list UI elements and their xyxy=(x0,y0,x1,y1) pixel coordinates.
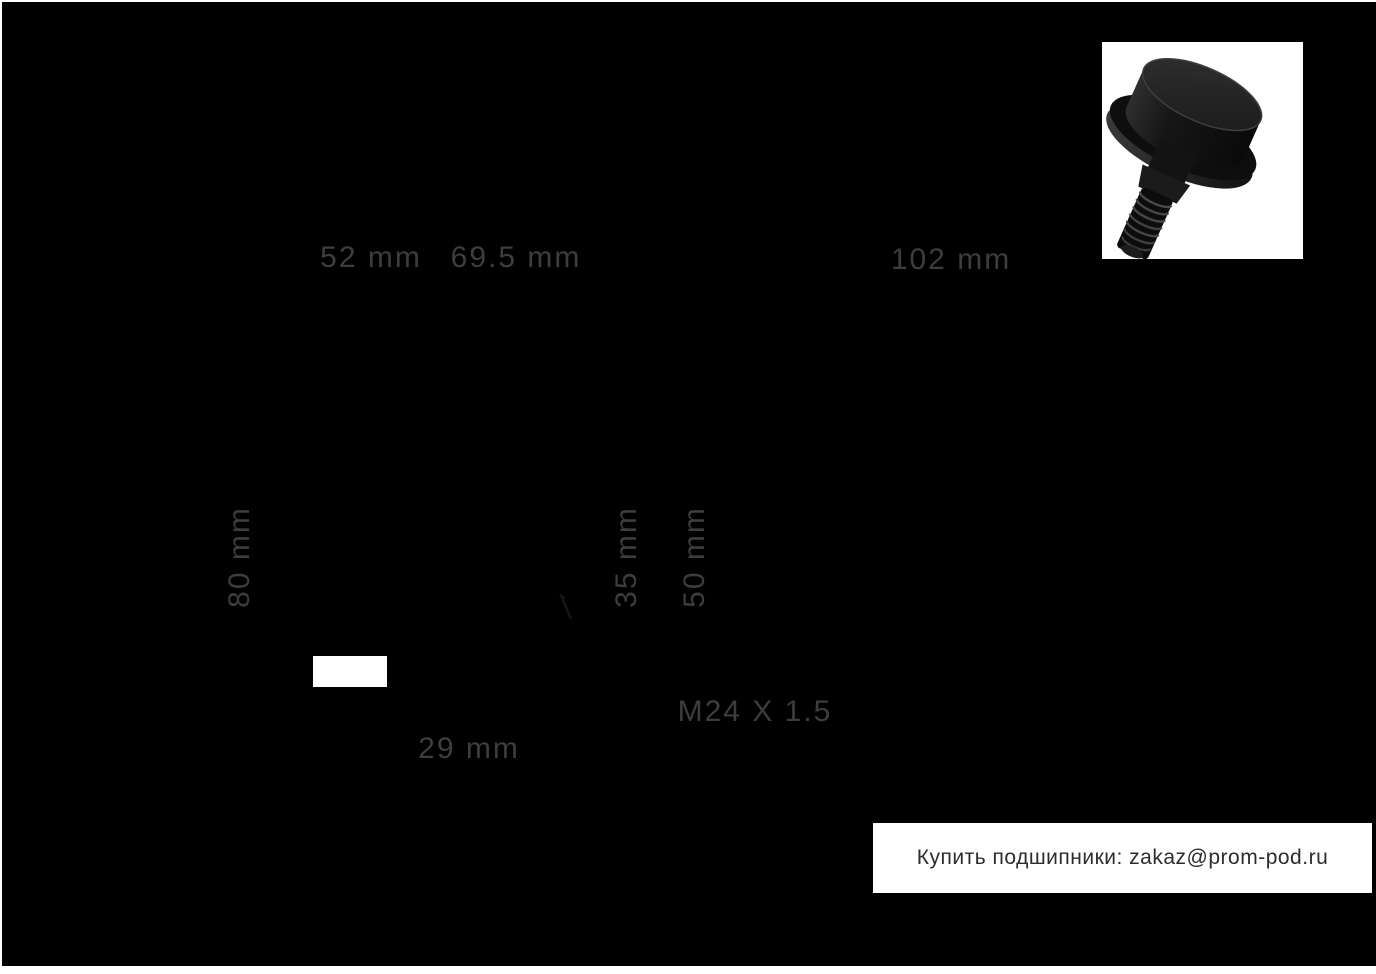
contact-banner-text: Купить подшипники: zakaz@prom-pod.ru xyxy=(916,846,1329,869)
dim-label-80mm: 80 mm xyxy=(223,506,256,608)
dim-label-35mm: 35 mm xyxy=(610,506,643,608)
dim-label-69-5mm: 69.5 mm xyxy=(450,241,582,274)
drawing-canvas xyxy=(2,2,1376,966)
contact-banner xyxy=(873,823,1372,893)
dim-label-52mm: 52 mm xyxy=(320,241,422,274)
product-photo xyxy=(1102,42,1303,259)
leader-arrow-icon xyxy=(552,588,582,628)
dim-label-102mm: 102 mm xyxy=(890,243,1012,276)
thread-spec-label: M24 X 1.5 xyxy=(677,695,833,728)
dim-label-50mm: 50 mm xyxy=(678,506,711,608)
cam-follower-image xyxy=(1102,42,1303,259)
dim-label-29mm: 29 mm xyxy=(418,732,520,765)
masked-region xyxy=(313,656,387,687)
